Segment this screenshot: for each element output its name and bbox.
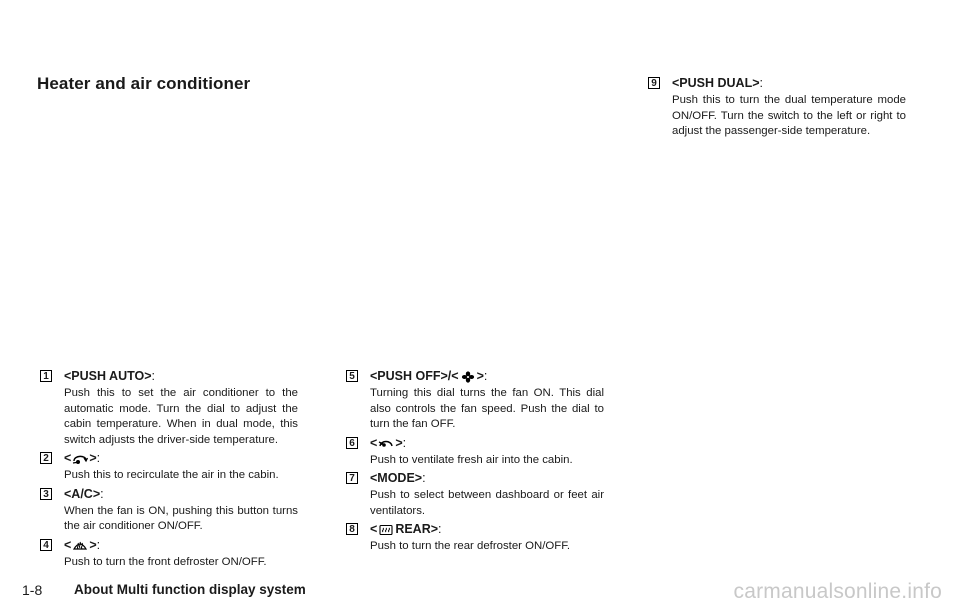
recirculate-icon: [72, 453, 88, 465]
item-label-pre: <: [64, 537, 72, 552]
left-column: [40, 369, 298, 573]
item-description: Push to turn the rear defroster ON/OFF.: [370, 540, 571, 552]
rear-defroster-icon: [378, 524, 394, 536]
item-label: [370, 369, 604, 384]
item-label-text: <PUSH DUAL>: [672, 76, 760, 90]
item-description: Push this to set the air conditioner to the automatic mode. Turn the dial to adjust the cabin temperature. When in dual mode, this switch adjusts the driver-side temperature.: [64, 387, 298, 446]
list-item: [648, 76, 906, 140]
list-item: [40, 451, 298, 484]
item-label: [64, 451, 298, 466]
item-description: Turning this dial turns the fan ON. This dial also controls the fan speed. Push the dial to turn the fan OFF.: [370, 387, 604, 430]
item-label-post: >: [476, 369, 484, 383]
item-label: [672, 76, 906, 91]
item-number: 6: [346, 437, 358, 449]
item-number: 2: [40, 452, 52, 464]
item-label: [64, 369, 298, 384]
item-number: 5: [346, 370, 358, 382]
item-description: Push this to turn the dual temperature mode ON/OFF. Turn the switch to the left or right to adjust the passenger-side temperature.: [672, 94, 906, 137]
separator: :: [100, 486, 104, 501]
item-label: [370, 522, 604, 537]
item-label-text: <A/C>: [64, 486, 101, 501]
separator: :: [759, 76, 764, 90]
separator: :: [151, 369, 156, 383]
list-item: [40, 369, 298, 448]
separator: :: [96, 537, 101, 552]
item-description: Push to select between dashboard or feet air ventilators.: [370, 489, 604, 517]
item-label-post: REAR>: [395, 522, 439, 536]
item-label-pre: <: [370, 522, 378, 536]
list-item: [346, 436, 604, 469]
separator: :: [96, 451, 101, 465]
item-description: Push to ventilate fresh air into the cabin.: [370, 453, 573, 466]
page-number: 1-8: [22, 582, 43, 598]
item-label: [370, 471, 604, 486]
item-description: Push to turn the front defroster ON/OFF.: [64, 555, 267, 568]
separator: :: [422, 471, 426, 485]
item-label: [64, 538, 298, 553]
item-label: [370, 436, 604, 451]
item-label-post: >: [89, 537, 97, 552]
list-item: [346, 522, 604, 555]
section-title: Heater and air conditioner: [37, 74, 251, 93]
list-item: [346, 471, 604, 519]
item-number: 1: [40, 370, 52, 382]
separator: :: [483, 369, 488, 383]
item-number: 7: [346, 472, 358, 484]
right-column: [648, 76, 906, 143]
item-label-pre: <: [370, 435, 378, 450]
middle-column: [346, 369, 604, 558]
item-number: 8: [346, 523, 358, 535]
list-item: [40, 538, 298, 571]
item-description: When the fan is ON, pushing this button turns the air conditioner ON/OFF.: [64, 504, 298, 532]
separator: :: [402, 435, 407, 450]
item-label-pre: <: [64, 451, 72, 465]
item-description: Push this to recirculate the air in the cabin.: [64, 469, 279, 481]
fresh-air-icon: [378, 437, 394, 449]
item-number: 3: [40, 488, 52, 500]
item-number: 4: [40, 539, 52, 551]
separator: :: [438, 522, 442, 536]
item-label: [64, 487, 298, 502]
front-defroster-icon: [72, 539, 88, 551]
item-label-text: <PUSH AUTO>: [64, 369, 152, 383]
footer-title: About Multi function display system: [74, 582, 306, 597]
list-item: [40, 487, 298, 535]
item-label-post: >: [89, 451, 97, 465]
item-number: 9: [648, 77, 660, 89]
item-label-text: <MODE>: [370, 471, 423, 485]
list-item: [346, 369, 604, 433]
item-label-pre: <PUSH OFF>/<: [370, 369, 459, 383]
watermark: carmanualsonline.info: [733, 580, 942, 603]
item-label-post: >: [395, 435, 403, 450]
fan-icon: [460, 371, 476, 383]
